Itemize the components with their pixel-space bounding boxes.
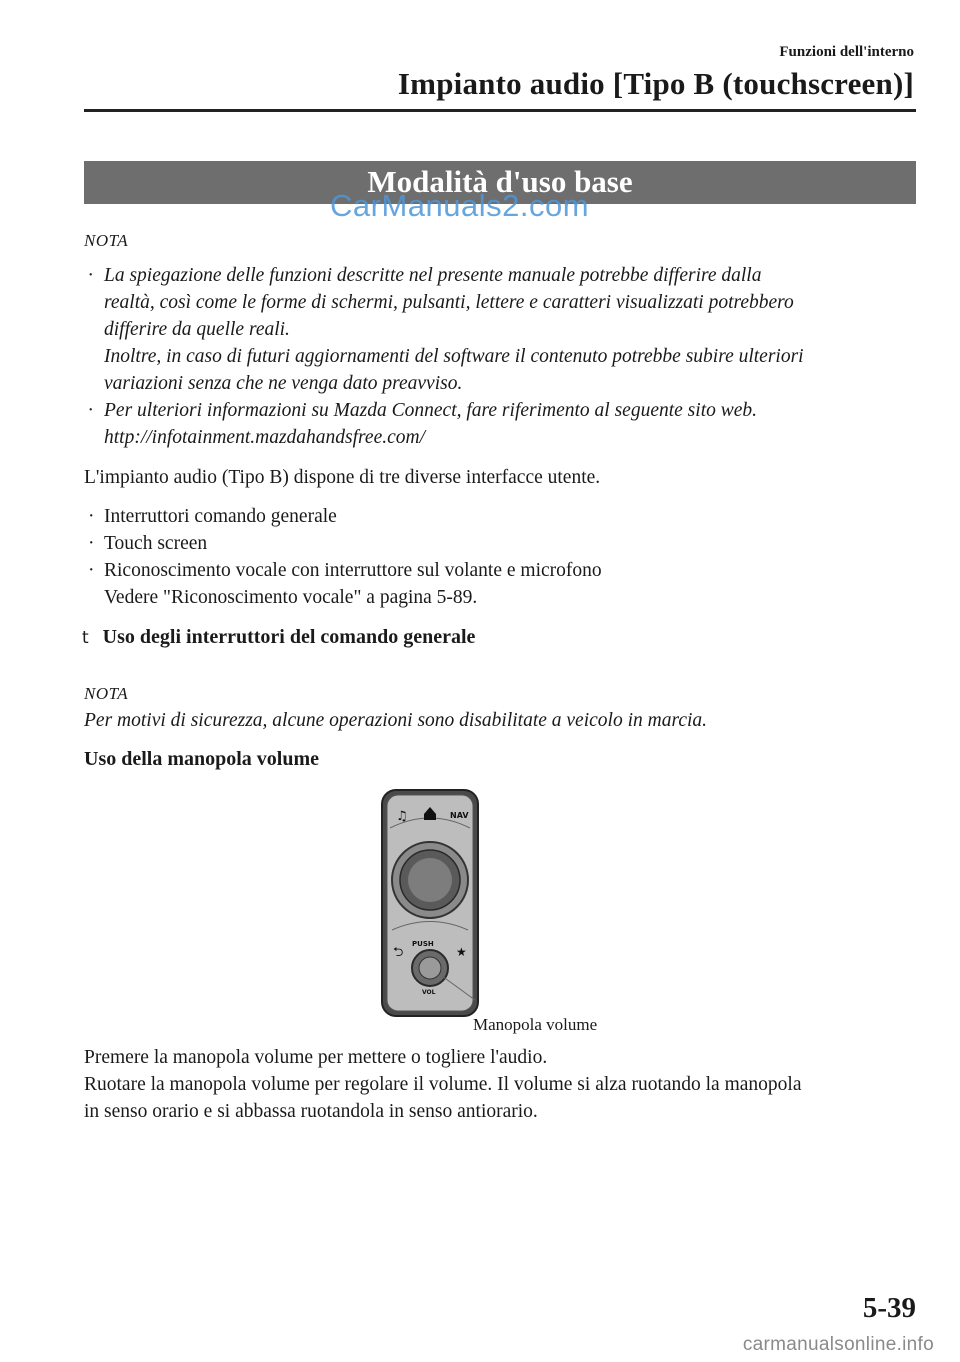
body-line: Ruotare la manopola volume per regolare il volume. Il volume si alza ruotando la manopola: [84, 1074, 802, 1095]
note-line: Inoltre, in caso di futuri aggiornamenti del software il contenuto potrebbe subire ulteriori: [104, 346, 804, 367]
intro-paragraph: L'impianto audio (Tipo B) dispone di tre diverse interfacce utente.: [84, 467, 601, 488]
bullet: ·: [88, 506, 95, 527]
note-text: Per motivi di sicurezza, alcune operazioni sono disabilitate a veicolo in marcia.: [84, 710, 708, 731]
favorites-star-icon: ★: [456, 945, 467, 959]
page-number: 5-39: [862, 1292, 916, 1324]
back-icon: ⮌: [393, 945, 404, 960]
note-line: differire da quelle reali.: [104, 319, 290, 340]
running-header-section: Funzioni dell'interno: [779, 44, 914, 60]
list-item: · Touch screen: [88, 533, 208, 554]
volume-heading: Uso della manopola volume: [84, 748, 320, 770]
note-line: · Per ulteriori informazioni su Mazda Connect, fare riferimento al seguente sito web.: [88, 400, 758, 421]
music-icon: ♫: [396, 809, 408, 824]
note-label: NOTA: [84, 684, 129, 703]
body-line: Premere la manopola volume per mettere o togliere l'audio.: [84, 1047, 548, 1068]
subsection-marker: t: [82, 628, 89, 648]
bullet: ·: [88, 400, 93, 421]
note-line: · La spiegazione delle funzioni descritte nel presente manuale potrebbe differire dalla: [88, 265, 762, 286]
watermark-text: CarManuals2.com: [330, 188, 590, 223]
note-url: http://infotainment.mazdahandsfree.com/: [104, 427, 425, 448]
header-rule: [84, 109, 916, 112]
subsection-heading: t Uso degli interruttori del comando generale: [82, 626, 476, 648]
body-line: in senso orario e si abbassa ruotandola in senso antiorario.: [84, 1101, 538, 1122]
section-banner: Modalità d'uso base: [84, 161, 916, 204]
bullet: ·: [88, 533, 95, 554]
commander-control-illustration: [380, 788, 480, 1018]
bullet: ·: [88, 265, 93, 286]
nav-button-label: NAV: [450, 811, 469, 820]
vol-label: VOL: [422, 989, 436, 996]
note-label: NOTA: [84, 231, 129, 250]
running-header-title: Impianto audio [Tipo B (touchscreen)]: [397, 66, 914, 101]
list-item: · Riconoscimento vocale con interruttore sul volante e microfono: [88, 560, 602, 581]
note-line: realtà, così come le forme di schermi, pulsanti, lettere e caratteri visualizzati potrebbero: [104, 292, 794, 313]
cross-reference: Vedere "Riconoscimento vocale" a pagina 5-89.: [104, 587, 478, 608]
bullet: ·: [88, 560, 95, 581]
figure-caption: Manopola volume: [473, 1015, 598, 1034]
note-line: variazioni senza che ne venga dato preavviso.: [104, 373, 463, 394]
push-label: PUSH: [412, 940, 434, 948]
list-item: · Interruttori comando generale: [88, 506, 337, 527]
footer-watermark: carmanualsonline.info: [742, 1334, 934, 1355]
